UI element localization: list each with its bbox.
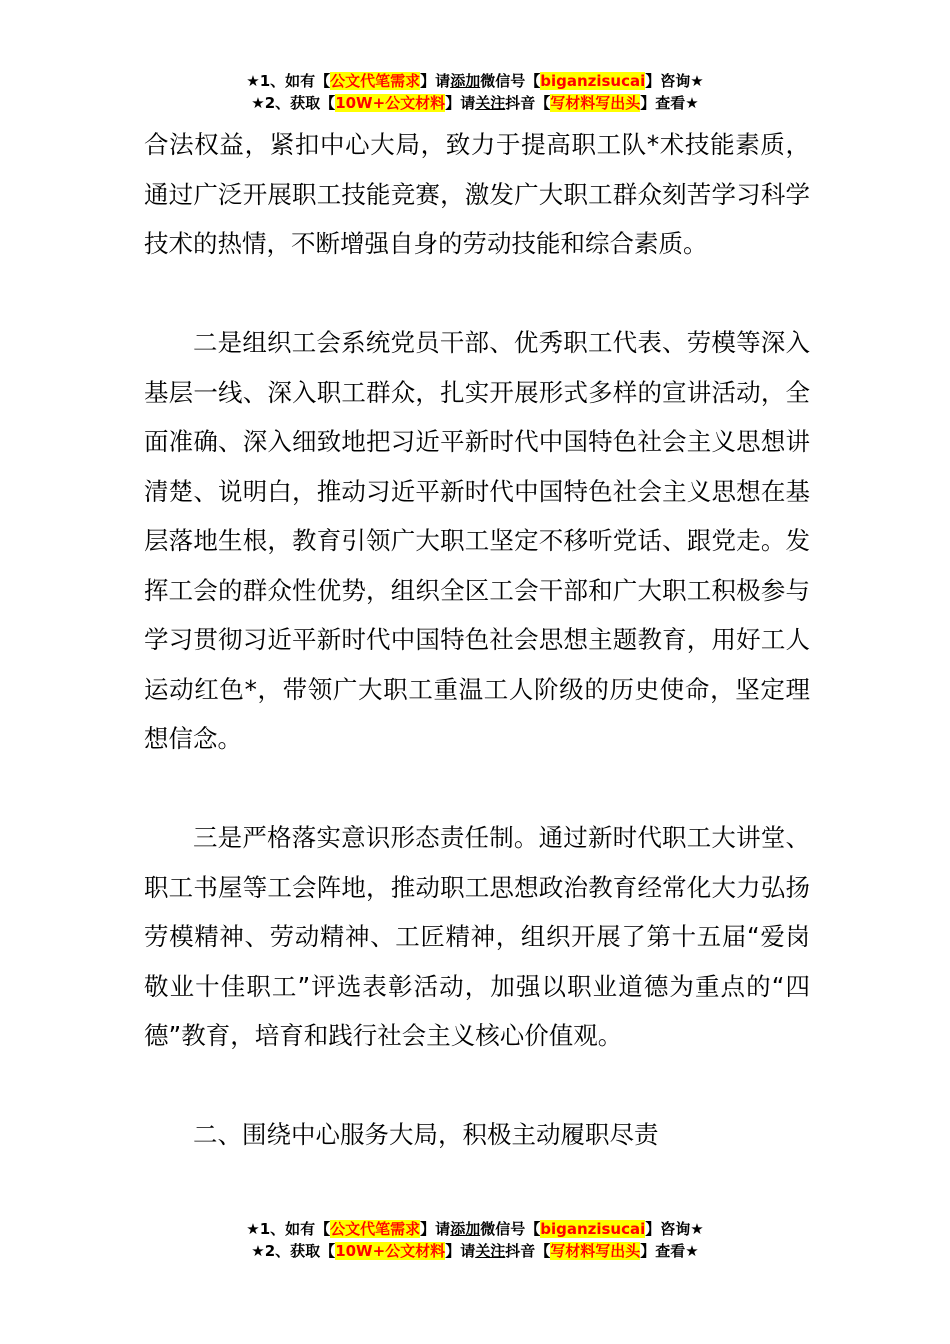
promo-line-2 <box>0 92 950 114</box>
promo-text: 抖音【 <box>505 94 551 112</box>
promo-banner-top <box>0 70 950 114</box>
promo-emphasis: 关注 <box>475 94 506 112</box>
promo-text: 】请 <box>420 72 451 90</box>
promo-highlight: 公文代笔需求 <box>330 72 421 90</box>
promo-highlight: 10W+公文材料 <box>335 94 446 112</box>
section-heading: 二、围绕中心服务大局，积极主动履职尽责 <box>193 1120 659 1149</box>
promo-highlight: 10W+公文材料 <box>335 1242 446 1260</box>
promo-text: ★1、如有【 <box>246 1220 331 1238</box>
promo-emphasis: 关注 <box>475 1242 506 1260</box>
promo-emphasis: 添加 <box>450 1220 481 1238</box>
promo-line-1 <box>0 1218 950 1240</box>
promo-text: ★1、如有【 <box>246 72 331 90</box>
promo-text: 微信号【 <box>480 72 541 90</box>
promo-text: 】咨询★ <box>645 1220 704 1238</box>
promo-text: ★2、获取【 <box>251 94 336 112</box>
promo-highlight: biganzisucai <box>540 1220 646 1238</box>
promo-text: 】咨询★ <box>645 72 704 90</box>
promo-text: 】请 <box>445 94 476 112</box>
promo-text: ★2、获取【 <box>251 1242 336 1260</box>
promo-text: 】查看★ <box>640 94 699 112</box>
document-body <box>144 120 810 1160</box>
paragraph-3: 三是严格落实意识形态责任制。通过新时代职工大讲堂、职工书屋等工会阵地，推动职工思想政治教育经常化大力弘扬劳模精神、劳动精神、工匠精神，组织开展了第十五届“爱岗敬业十佳职工”评选表彰活动，加强以职业道德为重点的“四德”教育，培育和践行社会主义核心价值观。 <box>144 823 810 1050</box>
promo-text: 抖音【 <box>505 1242 551 1260</box>
promo-highlight: 写材料写出头 <box>550 94 641 112</box>
promo-line-1 <box>0 70 950 92</box>
promo-text: 微信号【 <box>480 1220 541 1238</box>
paragraph-2: 二是组织工会系统党员干部、优秀职工代表、劳模等深入基层一线、深入职工群众，扎实开展形式多样的宣讲活动，全面准确、深入细致地把习近平新时代中国特色社会主义思想讲清楚、说明白，推动习近平新时代中国特色社会主义思想在基层落地生根，教育引领广大职工坚定不移听党话、跟党走。发挥工会的群众性优势，组织全区工会干部和广大职工积极参与学习贯彻习近平新时代中国特色社会思想主题教育，用好工人运动红色*，带领广大职工重温工人阶级的历史使命，坚定理想信念。 <box>144 328 810 753</box>
promo-text: 】请 <box>445 1242 476 1260</box>
promo-text: 】查看★ <box>640 1242 699 1260</box>
promo-line-2 <box>0 1240 950 1262</box>
promo-banner-bottom <box>0 1218 950 1262</box>
promo-text: 】请 <box>420 1220 451 1238</box>
paragraph-1: 合法权益，紧扣中心大局，致力于提高职工队*术技能素质，通过广泛开展职工技能竞赛，激发广大职工群众刻苦学习科学技术的热情，不断增强自身的劳动技能和综合素质。 <box>144 130 810 258</box>
promo-highlight: 写材料写出头 <box>550 1242 641 1260</box>
promo-emphasis: 添加 <box>450 72 481 90</box>
promo-highlight: 公文代笔需求 <box>330 1220 421 1238</box>
promo-highlight: biganzisucai <box>540 72 646 90</box>
